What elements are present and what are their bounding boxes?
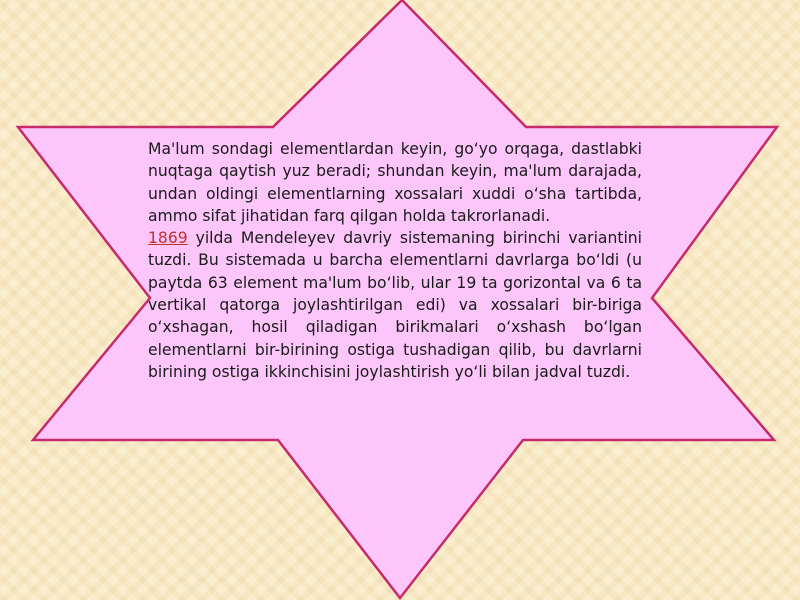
paragraph-mendeleyev [148, 227, 642, 383]
paragraph-periodicity: Ma'lum sondagi elementlardan keyin, go‘yo orqaga, dastlabki nuqtaga qaytish yuz beradi; shundan keyin, ma'lum darajada, undan oldingi elementlarning xossalari xuddi o‘sha tartibda, ammo sifat jihatidan farq qilgan holda takrorlanadi. [148, 140, 642, 225]
year-link[interactable]: 1869 [148, 229, 188, 248]
paragraph-mendeleyev-text: yilda Mendeleyev davriy sistemaning birinchi variantini tuzdi. Bu sistemada u barcha elementlarni davrlarga bo‘ldi (u paytda 63 element ma'lum bo‘lib, ular 19 ta gorizontal va 6 ta vertikal qatorga joylashtirilgan edi) va xossalari bir-biriga o‘xshagan, hosil qiladigan birikmalari o‘xshash bo‘lgan elementlarni bir-birining ostiga tushadigan qilib, bu davrlarni birining ostiga ikkinchisini joylashtirish yo‘li bilan jadval tuzdi. [148, 229, 642, 381]
slide-text [148, 138, 642, 383]
